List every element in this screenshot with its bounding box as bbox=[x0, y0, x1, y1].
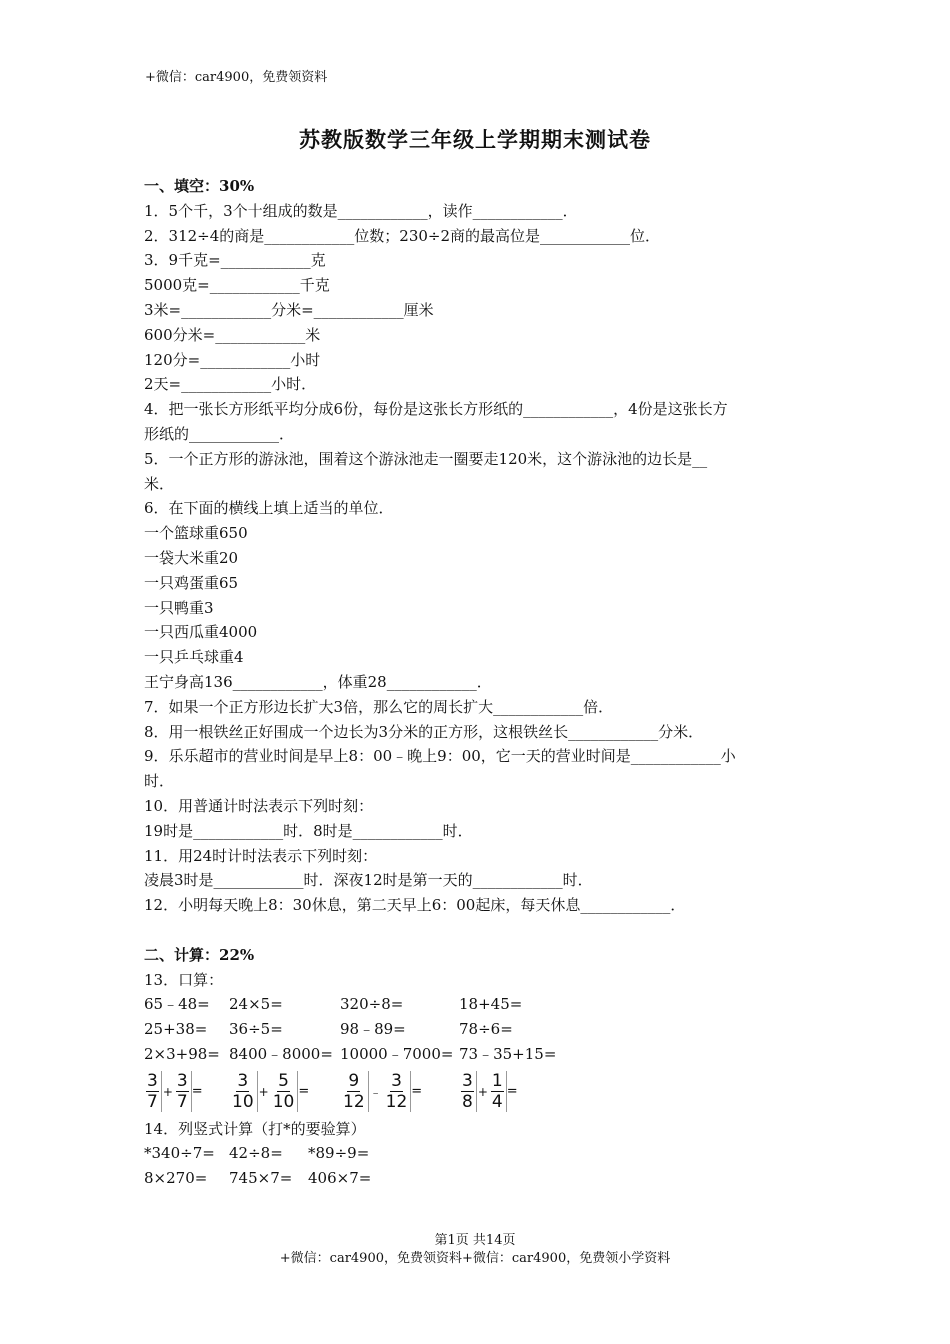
operator: + bbox=[477, 1084, 488, 1099]
oral-problem: 320÷8= bbox=[340, 995, 404, 1014]
vertical-problem: 406×7= bbox=[308, 1169, 372, 1188]
fraction bbox=[229, 1071, 258, 1112]
question-line: 120分=____________小时 bbox=[144, 350, 321, 369]
fraction bbox=[340, 1071, 369, 1112]
question-line: 时． bbox=[144, 772, 175, 791]
question-line: 凌晨3时是____________时．深夜12时是第一天的____________时． bbox=[144, 871, 593, 890]
oral-row bbox=[144, 992, 809, 1017]
fraction-problem bbox=[459, 1071, 579, 1112]
question-line: 一只乒乓球重4 bbox=[144, 648, 244, 667]
denominator: 7 bbox=[176, 1092, 188, 1113]
header-note: +微信：car4900，免费领资料 bbox=[145, 70, 328, 85]
question-line: 王宁身高136____________，体重28____________． bbox=[144, 672, 492, 691]
equals: = bbox=[191, 1084, 203, 1100]
question-line: 19时是____________时．8时是____________时． bbox=[144, 821, 473, 840]
operator: + bbox=[258, 1084, 269, 1099]
oral-problem: 73﹣35+15= bbox=[459, 1044, 557, 1063]
question-line: 6．在下面的横线上填上适当的单位． bbox=[144, 499, 394, 518]
question-line: 一袋大米重20 bbox=[144, 548, 239, 567]
oral-problem: 65﹣48= bbox=[144, 995, 210, 1014]
vertical-problem: *340÷7= bbox=[144, 1144, 215, 1163]
denominator: 12 bbox=[343, 1092, 365, 1113]
fraction-problem bbox=[340, 1071, 459, 1112]
question-line: 一只鸭重3 bbox=[144, 598, 214, 617]
operator: + bbox=[162, 1084, 173, 1099]
fraction-problem bbox=[229, 1071, 340, 1112]
oral-calc-grid bbox=[144, 992, 809, 1066]
oral-problem: 78÷6= bbox=[459, 1020, 513, 1039]
numerator: 5 bbox=[278, 1071, 289, 1092]
denominator: 8 bbox=[462, 1092, 473, 1113]
numerator: 3 bbox=[147, 1071, 158, 1092]
question-line: 一只西瓜重4000 bbox=[144, 623, 258, 642]
oral-row bbox=[144, 1042, 809, 1067]
equals: = bbox=[506, 1084, 518, 1100]
question-line: 5000克=____________千克 bbox=[144, 276, 330, 295]
section-fill-in-title: 一、填空：30% bbox=[144, 177, 255, 195]
fraction bbox=[383, 1071, 412, 1112]
question-line: 2．312÷4的商是____________位数；230÷2商的最高位是____________位． bbox=[144, 226, 661, 245]
numerator: 3 bbox=[462, 1071, 473, 1092]
numerator: 3 bbox=[391, 1071, 402, 1092]
numerator: 3 bbox=[176, 1071, 188, 1092]
vertical-row bbox=[144, 1141, 809, 1166]
vertical-problem: 8×270= bbox=[144, 1169, 208, 1188]
oral-problem: 10000﹣7000= bbox=[340, 1044, 454, 1063]
content bbox=[144, 174, 809, 1191]
fraction-row bbox=[144, 1067, 809, 1117]
fraction bbox=[270, 1071, 299, 1112]
fill-in-questions bbox=[144, 199, 809, 918]
question-line: 10．用普通计时法表示下列时刻： bbox=[144, 796, 374, 815]
oral-problem: 25+38= bbox=[144, 1020, 208, 1039]
oral-row bbox=[144, 1017, 809, 1042]
numerator: 1 bbox=[491, 1071, 503, 1092]
denominator: 10 bbox=[232, 1092, 254, 1113]
vertical-problem: *89÷9= bbox=[308, 1144, 370, 1163]
operator: ﹣ bbox=[369, 1085, 382, 1100]
question-line: 9．乐乐超市的营业时间是早上8：00﹣晚上9：00，它一天的营业时间是____________小 bbox=[144, 747, 736, 766]
oral-problem: 98﹣89= bbox=[340, 1020, 406, 1039]
question-line: 8．用一根铁丝正好围成一个边长为3分米的正方形，这根铁丝长____________分米． bbox=[144, 722, 704, 741]
fraction bbox=[459, 1071, 477, 1112]
question-line: 12．小明每天晚上8：30休息，第二天早上6：00起床，每天休息____________． bbox=[144, 896, 686, 915]
question-line: 7．如果一个正方形边长扩大3倍，那么它的周长扩大____________倍． bbox=[144, 697, 614, 716]
footer-note: +微信：car4900，免费领资料+微信：car4900，免费领小学资料 bbox=[279, 1251, 671, 1266]
vertical-problem: 42÷8= bbox=[229, 1144, 283, 1163]
oral-problem: 18+45= bbox=[459, 995, 523, 1014]
question-line: 米． bbox=[144, 474, 175, 493]
page-title: 苏教版数学三年级上学期期末测试卷 bbox=[299, 127, 651, 152]
oral-problem: 8400﹣8000= bbox=[229, 1044, 333, 1063]
denominator: 7 bbox=[147, 1092, 158, 1113]
denominator: 12 bbox=[385, 1092, 408, 1113]
question-line: 11．用24时计时法表示下列时刻： bbox=[144, 846, 378, 865]
oral-problem: 36÷5= bbox=[229, 1020, 283, 1039]
question-line: 5．一个正方形的游泳池，围着这个游泳池走一圈要走120米，这个游泳池的边长是__ bbox=[144, 449, 708, 468]
vertical-calc-grid bbox=[144, 1141, 809, 1191]
numerator: 9 bbox=[348, 1071, 360, 1092]
denominator: 4 bbox=[491, 1092, 503, 1113]
question-14: 14．列竖式计算（打*的要验算） bbox=[144, 1119, 366, 1138]
question-line: 一只鸡蛋重65 bbox=[144, 573, 239, 592]
equals: = bbox=[298, 1084, 310, 1100]
fraction bbox=[489, 1071, 507, 1112]
vertical-problem: 745×7= bbox=[229, 1169, 293, 1188]
question-line: 4．把一张长方形纸平均分成6份，每份是这张长方形纸的____________，4份是这张长方 bbox=[144, 400, 728, 419]
question-13: 13．口算： bbox=[144, 970, 224, 989]
question-line: 3米=____________分米=____________厘米 bbox=[144, 300, 434, 319]
section-calc-title: 二、计算：22% bbox=[144, 945, 255, 964]
fraction bbox=[144, 1071, 162, 1112]
page-number: 第1页 共14页 bbox=[434, 1233, 516, 1248]
fraction-problem bbox=[144, 1071, 229, 1112]
question-line: 2天=____________小时． bbox=[144, 375, 317, 394]
oral-problem: 2×3+98= bbox=[144, 1044, 220, 1063]
vertical-row bbox=[144, 1166, 809, 1191]
oral-problem: 24×5= bbox=[229, 995, 283, 1014]
question-line: 1．5个千，3个十组成的数是____________，读作____________． bbox=[144, 201, 578, 220]
question-line: 形纸的____________． bbox=[144, 424, 295, 443]
denominator: 10 bbox=[272, 1092, 295, 1113]
equals: = bbox=[411, 1084, 423, 1100]
numerator: 3 bbox=[237, 1071, 249, 1092]
question-line: 一个篮球重650 bbox=[144, 524, 248, 543]
fraction bbox=[174, 1071, 192, 1112]
question-line: 600分米=____________米 bbox=[144, 325, 321, 344]
question-line: 3．9千克=____________克 bbox=[144, 251, 326, 270]
